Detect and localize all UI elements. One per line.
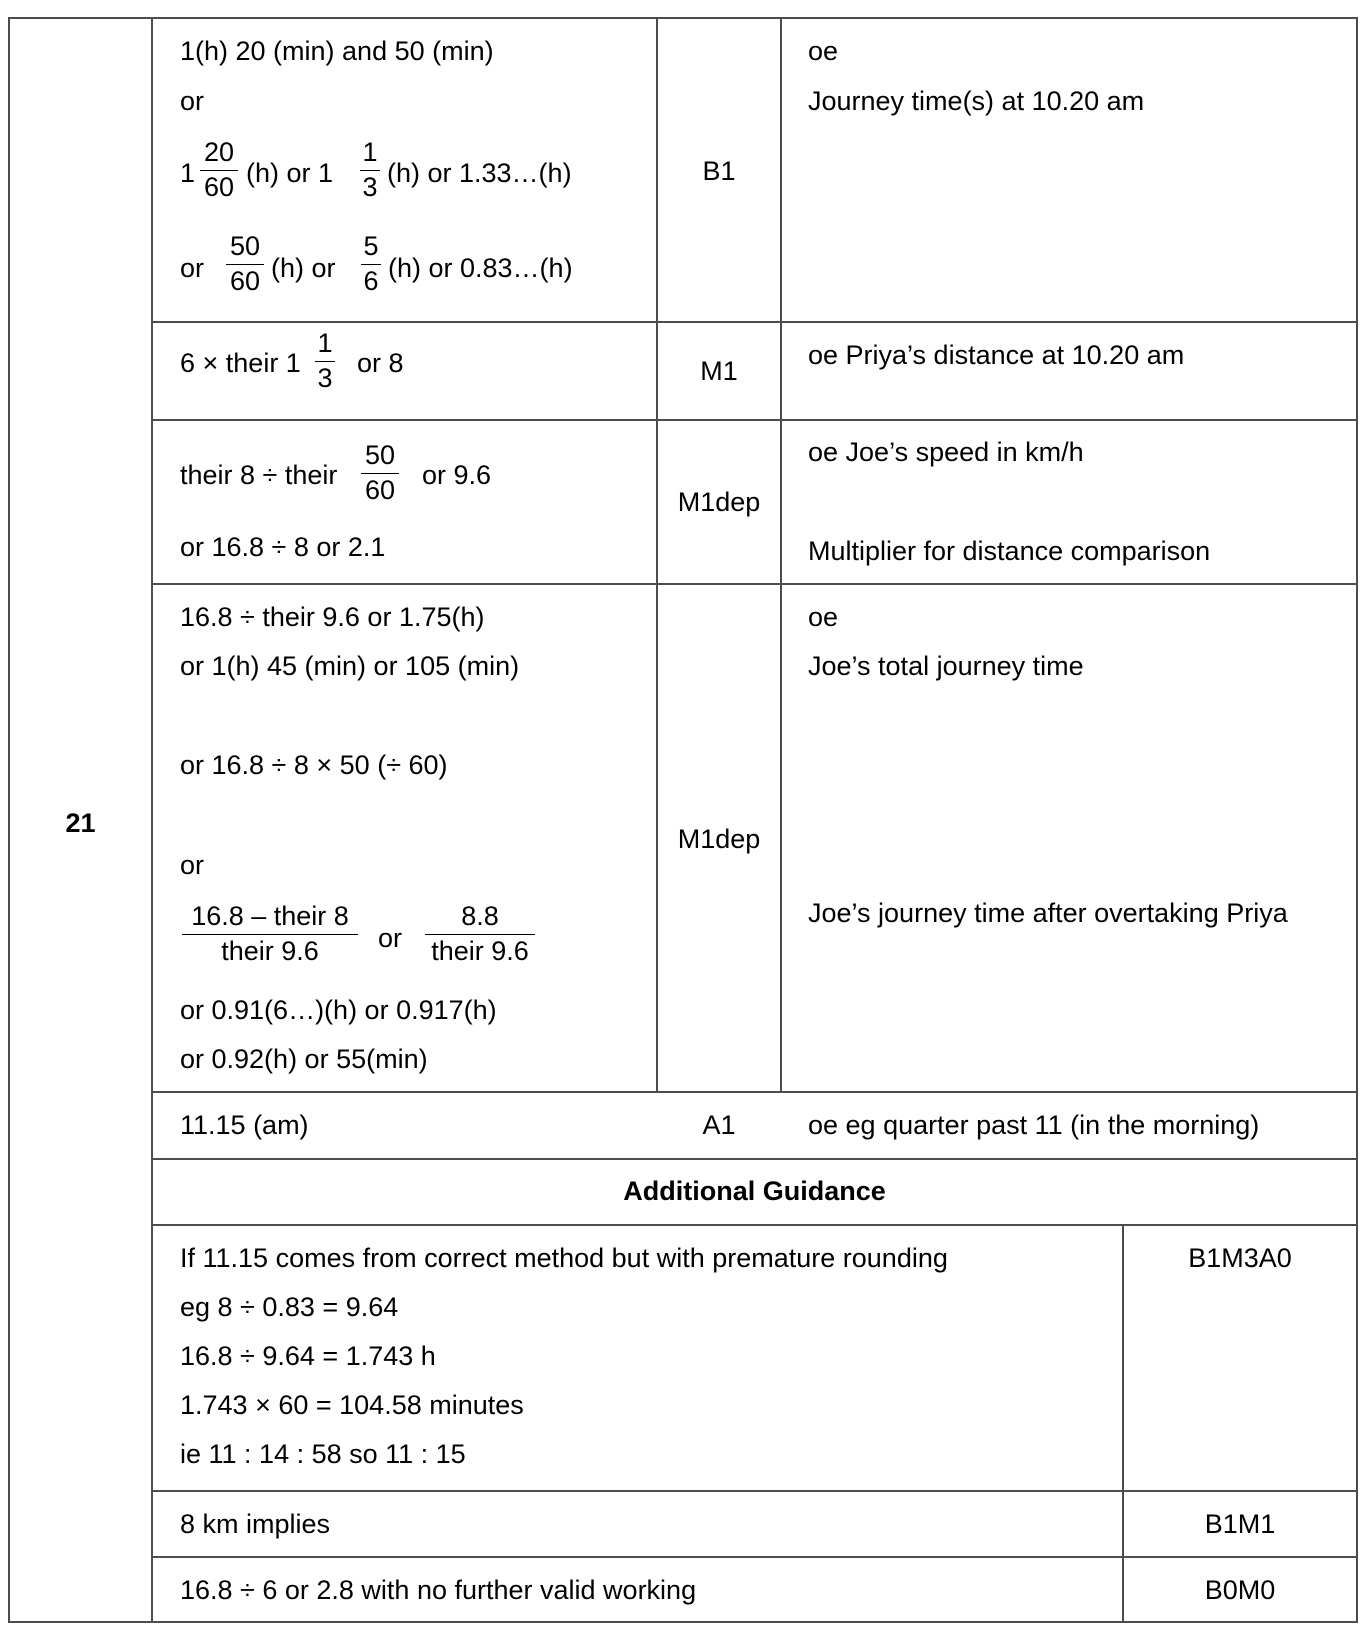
working-text: (h) or 1 <box>246 158 334 188</box>
row-divider <box>151 419 1358 421</box>
comment-line: Joe’s total journey time <box>808 651 1084 681</box>
working-line: or 16.8 ÷ 8 or 2.1 <box>180 532 386 562</box>
guidance-mark: B1M3A0 <box>1188 1243 1292 1273</box>
fraction-bar <box>200 170 238 171</box>
fraction-bar <box>361 473 399 474</box>
row-divider <box>151 1490 1358 1492</box>
working-line: or 16.8 ÷ 8 × 50 (÷ 60) <box>180 750 448 780</box>
mark-code: M1dep <box>677 487 761 517</box>
comment-line: oe eg quarter past 11 (in the morning) <box>808 1110 1260 1140</box>
fraction-bar <box>361 264 381 265</box>
working-line: 1(h) 20 (min) and 50 (min) <box>180 36 494 66</box>
working-text: (h) or 0.83…(h) <box>388 253 573 283</box>
guidance-line: eg 8 ÷ 0.83 = 9.64 <box>180 1292 399 1322</box>
fraction <box>315 330 335 392</box>
fraction-denominator: their 9.6 <box>431 936 529 966</box>
guidance-line: If 11.15 comes from correct method but with premature rounding <box>180 1243 948 1273</box>
fraction <box>425 903 535 965</box>
comment-line: Journey time(s) at 10.20 am <box>808 86 1145 116</box>
row-divider <box>151 321 1358 323</box>
working-line: 11.15 (am) <box>180 1110 309 1140</box>
guidance-line: 8 km implies <box>180 1509 331 1539</box>
fraction-denominator: 60 <box>364 475 396 505</box>
fraction-numerator: 1 <box>317 328 333 358</box>
row-divider <box>151 1556 1358 1558</box>
fraction-numerator: 5 <box>363 231 379 261</box>
working-line: 16.8 ÷ their 9.6 or 1.75(h) <box>180 602 485 632</box>
guidance-line: ie 11 : 14 : 58 so 11 : 15 <box>180 1439 466 1469</box>
fraction-numerator: 8.8 <box>461 901 499 931</box>
fraction-bar <box>315 361 335 362</box>
working-line: or 1(h) 45 (min) or 105 (min) <box>180 651 520 681</box>
working-line: or 0.92(h) or 55(min) <box>180 1044 428 1074</box>
comment-line: oe <box>808 36 839 66</box>
guidance-line: 16.8 ÷ 9.64 = 1.743 h <box>180 1341 436 1371</box>
working-line: or <box>180 850 205 880</box>
guidance-heading: Additional Guidance <box>623 1176 886 1206</box>
row-divider <box>151 1224 1358 1226</box>
fraction-bar <box>182 934 358 935</box>
table-border-bottom <box>8 1621 1358 1623</box>
working-text: 6 × their 1 <box>180 348 301 378</box>
column-divider <box>1122 1224 1124 1623</box>
working-text: or 9.6 <box>422 460 492 490</box>
comment-line: oe Joe’s speed in km/h <box>808 437 1084 467</box>
fraction-numerator: 50 <box>364 440 396 470</box>
working-text: or <box>378 923 403 953</box>
fraction-numerator: 16.8 – their 8 <box>191 901 349 931</box>
mark-code: B1 <box>702 156 736 186</box>
fraction-denominator: 3 <box>317 363 333 393</box>
fraction <box>226 233 264 295</box>
working-text: (h) or 1.33…(h) <box>387 158 572 188</box>
fraction-denominator: 6 <box>363 266 379 296</box>
row-divider <box>151 1158 1358 1160</box>
fraction <box>360 139 380 201</box>
fraction-bar <box>226 264 264 265</box>
working-text: or <box>180 253 205 283</box>
fraction-denominator: 3 <box>362 172 378 202</box>
fraction <box>200 139 238 201</box>
fraction <box>182 903 358 965</box>
fraction <box>361 233 381 295</box>
comment-line: Joe’s journey time after overtaking Priya <box>808 898 1288 928</box>
fraction-denominator: their 9.6 <box>221 936 319 966</box>
fraction <box>361 442 399 504</box>
mark-code: A1 <box>702 1110 736 1140</box>
fraction-numerator: 50 <box>229 231 261 261</box>
fraction-denominator: 60 <box>203 172 235 202</box>
guidance-line: 1.743 × 60 = 104.58 minutes <box>180 1390 524 1420</box>
working-text: or 8 <box>357 348 404 378</box>
fraction-bar <box>360 170 380 171</box>
guidance-mark: B0M0 <box>1204 1575 1276 1605</box>
fraction-denominator: 60 <box>229 266 261 296</box>
guidance-mark: B1M1 <box>1204 1509 1276 1539</box>
table-border-right <box>1356 17 1358 1623</box>
mark-code: M1dep <box>677 824 761 854</box>
comment-line: oe Priya’s distance at 10.20 am <box>808 340 1185 370</box>
fraction-numerator: 20 <box>203 137 235 167</box>
table-border-top <box>8 17 1358 19</box>
working-text: (h) or <box>271 253 336 283</box>
row-divider <box>151 1091 1358 1093</box>
fraction-bar <box>425 934 535 935</box>
mark-code: M1 <box>700 356 738 386</box>
comment-line: Multiplier for distance comparison <box>808 536 1211 566</box>
fraction-numerator: 1 <box>362 137 378 167</box>
row-divider <box>151 583 1358 585</box>
working-whole-number: 1 <box>180 158 196 188</box>
working-line: or 0.91(6…)(h) or 0.917(h) <box>180 995 497 1025</box>
comment-line: oe <box>808 602 839 632</box>
working-line: or <box>180 86 205 116</box>
guidance-line: 16.8 ÷ 6 or 2.8 with no further valid working <box>180 1575 697 1605</box>
question-number: 21 <box>65 808 96 838</box>
working-text: their 8 ÷ their <box>180 460 338 490</box>
